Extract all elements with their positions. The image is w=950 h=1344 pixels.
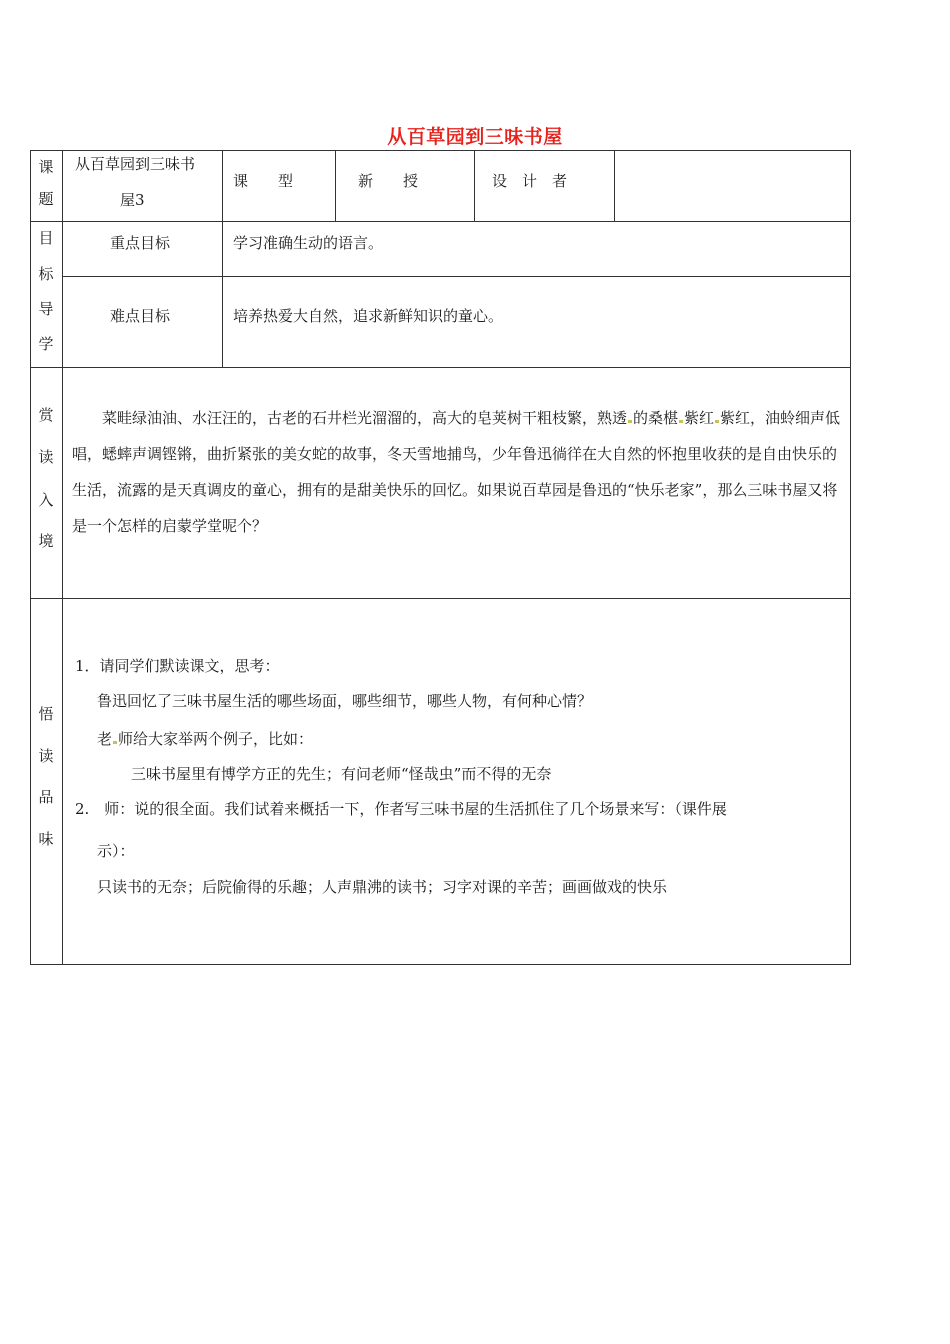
page-title: 从百草园到三味书屋 [387,126,563,148]
appreciate-side-char-3: 入 [38,491,54,509]
savor-side-char-3: 品 [38,788,54,806]
savor-item-1-example: 三味书屋里有博学方正的先生；有问老师“怪哉虫”而不得的无奈 [131,765,552,783]
label-sheji: 设 计 者 [492,172,568,190]
savor-item-1-question: 鲁迅回忆了三味书屋生活的哪些场面，哪些细节，哪些人物，有何种心情？ [97,692,593,710]
appreciate-side-char-2: 读 [38,448,54,466]
key-goal-label: 重点目标 [110,234,171,252]
savor-side-char-2: 读 [38,747,54,765]
goals-side-char-3: 导 [38,300,54,318]
savor-item-1: 1．请同学们默读课文，思考： [75,657,280,675]
savor-item-2-scenes: 只读书的无奈；后院偷得的乐趣；人声鼎沸的读书；习字对课的辛苦；画画做戏的快乐 [97,878,668,896]
appreciate-paragraph: 菜畦绿油油、水汪汪的，古老的石井栏光溜溜的，高大的皂荚树干粗枝繁，熟透 的桑椹 紫红 紫红，油蛉细声低唱，蟋蟀声调铿锵，曲折紧张的美女蛇的故事，冬天雪地捕鸟，少年鲁迅徜徉在大自然的怀抱里收获的是自由快乐的生活，流露的是天真调皮的童心，拥有的是甜美快乐的回忆。如果说百草园是鲁迅的“快乐老家”，那么三味书屋又将是一个怎样的启蒙学堂呢个？ [72,409,841,535]
label-keti-char-2: 题 [38,190,54,208]
savor-item-1-example-intro: 老 师给大家举两个例子，比如： [97,730,314,748]
goals-side-char-1: 目 [38,229,54,247]
keti-value-line-2: 屋3 [120,191,145,209]
edit-mark-icon [679,420,683,423]
kexing-value: 新 授 [358,172,419,190]
appreciate-side-char-1: 赏 [38,406,54,424]
savor-item-2-cont: 示）： [97,842,135,860]
edit-mark-icon [628,420,632,423]
savor-side-char-1: 悟 [38,705,54,723]
goals-side-char-2: 标 [38,265,54,283]
edit-mark-icon [715,420,719,423]
edit-mark-icon [113,741,117,744]
hard-goal-label: 难点目标 [110,307,171,325]
savor-item-2: 2. 师：说的很全面。我们试着来概括一下，作者写三味书屋的生活抓住了几个场景来写：（课件展 [75,800,727,818]
goals-side-char-4: 学 [38,335,54,353]
hard-goal-value: 培养热爱大自然，追求新鲜知识的童心。 [233,307,504,325]
label-keti-char-1: 课 [38,158,54,176]
appreciate-side-char-4: 境 [38,532,54,550]
savor-side-char-4: 味 [38,830,54,848]
keti-value-line-1: 从百草园到三味书 [75,155,196,173]
key-goal-value: 学习准确生动的语言。 [233,234,384,252]
label-kexing: 课 型 [233,172,294,190]
